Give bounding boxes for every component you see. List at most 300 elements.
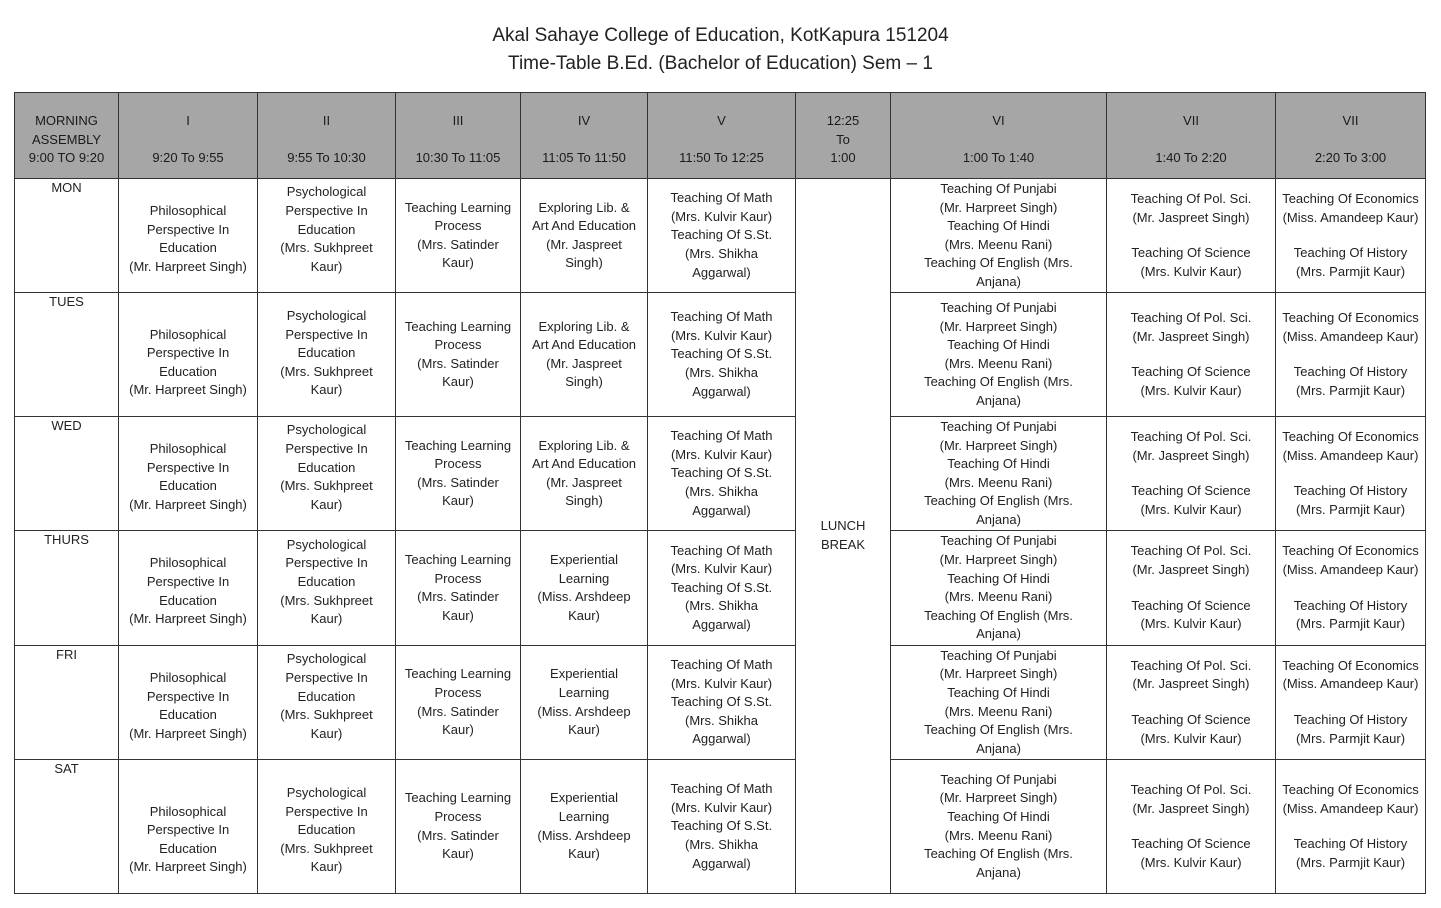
header-cell-period-3 [396,93,521,179]
subject-line: Teaching Of Pol. Sci. [1130,781,1252,797]
subject-line: (Mr. Jaspreet Singh) [1132,209,1250,225]
subject-line: (Mr. Harpreet Singh) [129,611,247,627]
subject-line: Teaching Learning [404,790,512,806]
subject-line: Teaching Of History [1293,597,1408,613]
subject-line: (Mr. Harpreet Singh) [939,199,1058,215]
subject-line: (Mr. Harpreet Singh) [939,318,1058,334]
subject-line: Education [159,478,217,494]
subject-line: Philosophical [149,326,227,342]
subject-line: Teaching Of Hindi [947,809,1050,825]
subject-line: (Miss. Amandeep Kaur) [1282,562,1419,578]
day-cell: TUES [15,293,119,417]
subject-line: (Mrs. Kulvir Kaur) [670,446,773,462]
subject-line: (Mrs. Parmjit Kaur) [1295,854,1406,870]
schedule-cell-period-2 [258,293,396,417]
subject-line: Teaching Of Punjabi [940,418,1057,434]
subject-line: Kaur) [310,382,343,398]
subject-line: Perspective In [146,345,230,361]
subject-line: (Miss. Amandeep Kaur) [1282,676,1419,692]
subject-line: (Mrs. Kulvir Kaur) [670,561,773,577]
period-time: 11:05 To 11:50 [542,150,626,166]
timetable [14,92,1426,894]
schedule-cell-period-8 [1276,760,1426,894]
subject-line: (Mrs. Parmjit Kaur) [1295,382,1406,398]
line-gap [1110,818,1272,835]
schedule-cell-period-5 [648,416,796,530]
line-gap [1279,580,1422,597]
subject-line: Aggarwal) [692,617,751,633]
line-gap [1110,346,1272,363]
subject-line: Teaching Learning [404,551,512,567]
period-time: 11:50 To 12:25 [679,150,764,166]
subject-line: Teaching Of Pol. Sci. [1130,429,1252,445]
subject-line: Singh) [565,255,603,271]
subject-line: Singh) [565,493,603,509]
subject-line: Teaching Of English (Mrs. [924,493,1073,509]
schedule-cell-period-3 [396,760,521,894]
schedule-cell-period-2 [258,416,396,530]
period-number: VII [1342,113,1359,128]
subject-line: (Mrs. Kulvir Kaur) [1140,382,1242,398]
timetable-body [15,179,1426,894]
page-title: Akal Sahaye College of Education, KotKapura 151204 [492,25,949,46]
subject-line: Teaching Of Science [1131,836,1251,852]
subject-line: Teaching Of Hindi [947,456,1050,472]
subject-line: Process [434,456,482,472]
subject-line: Teaching Of Hindi [947,570,1050,586]
subject-line: (Mrs. Sukhpreet [280,478,373,494]
period-number: V [717,113,726,128]
header-cell-period-1 [119,93,258,179]
subject-line: Teaching Of Hindi [947,337,1050,353]
schedule-cell-period-7 [1107,416,1276,530]
schedule-cell-period-6 [891,293,1107,417]
subject-line: (Mrs. Parmjit Kaur) [1295,730,1406,746]
subject-line: (Mrs. Kulvir Kaur) [670,675,773,691]
subject-line: Education [297,822,356,838]
subject-line: (Mr. Harpreet Singh) [939,437,1058,453]
schedule-cell-period-6 [891,179,1107,293]
subject-line: (Mrs. Meenu Rani) [944,355,1053,371]
subject-line: Aggarwal) [692,731,751,747]
schedule-cell-period-1 [119,760,258,894]
subject-line: Psychological [286,651,367,667]
header-cell-period-7 [1107,93,1276,179]
header-cell-lunch-time [796,93,891,179]
period-number: VII [1183,113,1199,128]
subject-line: Teaching Of History [1293,364,1408,380]
subject-line: Process [434,684,482,700]
line-gap [1279,694,1422,711]
subject-line: Education [159,707,217,723]
schedule-cell-period-3 [396,293,521,417]
subject-line: Aggarwal) [692,383,751,399]
subject-line: (Mr. Harpreet Singh) [939,551,1058,567]
schedule-cell-period-5 [648,293,796,417]
subject-line: (Mrs. Kulvir Kaur) [670,208,773,224]
subject-line: Philosophical [149,803,227,819]
schedule-cell-period-3 [396,531,521,645]
period-time: 10:30 To 11:05 [415,150,501,166]
subject-line: Kaur) [568,722,600,738]
line-gap [1279,227,1422,244]
schedule-cell-period-8 [1276,293,1426,417]
subject-line: (Mrs. Sukhpreet [280,707,373,723]
subject-line: (Mrs. Kulvir Kaur) [1140,616,1242,632]
table-row [15,293,1426,417]
table-row [15,416,1426,530]
subject-line: Perspective In [285,555,368,571]
subject-line: Education [159,363,217,379]
subject-line: (Mrs. Shikha [685,484,758,499]
header-cell-period-6 [891,93,1107,179]
table-row [15,531,1426,645]
lunch-break-label: BREAK [820,537,866,552]
subject-line: Art And Education [531,337,637,353]
subject-line: Perspective In [146,574,230,590]
schedule-cell-period-8 [1276,179,1426,293]
subject-line: Education [159,840,217,856]
subject-line: Perspective In [146,688,230,704]
subject-line: Psychological [286,536,367,552]
header-line: MORNING [35,113,98,128]
table-row [15,760,1426,894]
subject-line: Exploring Lib. & [538,318,630,334]
subject-line: (Mr. Harpreet Singh) [129,859,247,875]
line-gap [1279,818,1422,835]
schedule-cell-period-1 [119,645,258,759]
subject-line: (Mrs. Sukhpreet [280,592,373,608]
header-line: 12:25 [826,113,860,128]
header-cell-period-2 [258,93,396,179]
subject-line: Teaching Of English (Mrs. [924,846,1073,862]
subject-line: Anjana) [976,273,1021,289]
subject-line: (Mrs. Meenu Rani) [944,589,1053,605]
subject-line: Perspective In [285,326,368,342]
subject-line: Experiential [550,551,618,567]
day-cell: SAT [15,760,119,894]
subject-line: Teaching Of Math [670,190,773,206]
subject-line: Teaching Of Hindi [947,684,1050,700]
subject-line: (Miss. Amandeep Kaur) [1282,328,1419,344]
subject-line: Perspective In [285,669,368,685]
schedule-cell-period-1 [119,293,258,417]
subject-line: (Mr. Harpreet Singh) [129,725,247,741]
subject-line: Philosophical [149,669,227,685]
subject-line: Learning [558,570,610,586]
schedule-cell-period-4 [521,293,648,417]
period-number: VI [992,113,1005,128]
subject-line: (Mr. Jaspreet [546,236,622,252]
schedule-cell-period-5 [648,645,796,759]
schedule-cell-period-6 [891,531,1107,645]
subject-line: Teaching Of Math [670,428,773,444]
subject-line: (Mrs. Meenu Rani) [944,827,1053,843]
period-time: 1:40 To 2:20 [1155,150,1227,166]
subject-line: (Mrs. Kulvir Kaur) [1140,263,1242,279]
subject-line: Education [159,592,217,608]
day-cell: FRI [15,645,119,759]
header-cell-period-5 [648,93,796,179]
subject-line: Teaching Of History [1293,245,1408,261]
subject-line: (Mrs. Satinder [417,355,499,371]
subject-line: (Mrs. Kulvir Kaur) [1140,854,1242,870]
subject-line: (Mr. Harpreet Singh) [129,382,247,398]
subject-line: (Mrs. Parmjit Kaur) [1295,616,1406,632]
subject-line: Teaching Of Math [670,309,773,325]
subject-line: Exploring Lib. & [538,199,630,215]
subject-line: (Mrs. Parmjit Kaur) [1295,263,1406,279]
period-number: IV [577,113,591,128]
subject-line: Teaching Of Economics [1282,657,1419,673]
header-line: To [836,131,850,147]
subject-line: Teaching Of Math [670,657,773,673]
line-gap [1110,227,1272,244]
subject-line: Teaching Learning [404,437,512,453]
subject-line: Experiential [550,666,618,682]
schedule-cell-period-7 [1107,293,1276,417]
subject-line: Teaching Of Punjabi [940,299,1057,315]
subject-line: Perspective In [146,459,230,475]
subject-line: Teaching Of S.St. [670,227,773,243]
lunch-break-label: LUNCH [820,518,866,534]
subject-line: Education [297,459,356,475]
subject-line: (Mrs. Satinder [417,703,499,719]
subject-line: (Mrs. Kulvir Kaur) [1140,501,1242,517]
schedule-cell-period-7 [1107,645,1276,759]
subject-line: Anjana) [976,864,1021,880]
subject-line: Teaching Of Punjabi [940,533,1057,549]
schedule-cell-period-5 [648,760,796,894]
subject-line: Singh) [565,374,603,390]
subject-line: Anjana) [976,511,1021,527]
subject-line: Teaching Learning [404,666,512,682]
subject-line: (Miss. Amandeep Kaur) [1282,800,1419,816]
period-time: 9:20 To 9:55 [152,150,224,166]
header-line: ASSEMBLY [31,131,102,147]
subject-line: Anjana) [976,626,1021,642]
subject-line: Kaur) [310,611,343,627]
subject-line: Aggarwal) [692,855,751,871]
day-cell: THURS [15,531,119,645]
subject-line: (Mrs. Sukhpreet [280,363,373,379]
subject-line: Perspective In [285,803,368,819]
subject-line: Teaching Of English (Mrs. [924,607,1073,623]
subject-line: Teaching Of Pol. Sci. [1130,543,1252,559]
subject-line: (Mr. Jaspreet Singh) [1132,328,1250,344]
subject-line: (Mr. Jaspreet Singh) [1132,562,1250,578]
lunch-break-cell [796,179,891,894]
subject-line: Teaching Of Math [670,542,773,558]
table-row [15,179,1426,293]
subject-line: Process [434,570,482,586]
header-line: 1:00 [830,150,856,166]
schedule-cell-period-4 [521,416,648,530]
subject-line: Kaur) [310,859,343,875]
subject-line: (Mrs. Sukhpreet [280,240,373,256]
subject-line: Teaching Learning [404,318,512,334]
subject-line: (Mr. Harpreet Singh) [939,666,1058,682]
subject-line: (Mrs. Satinder [417,236,499,252]
schedule-cell-period-6 [891,416,1107,530]
schedule-cell-period-3 [396,179,521,293]
header-cell-assembly [15,93,119,179]
subject-line: Anjana) [976,392,1021,408]
subject-line: Teaching Of Math [670,781,773,797]
subject-line: (Miss. Arshdeep [537,827,631,843]
subject-line: (Mrs. Parmjit Kaur) [1295,501,1406,517]
subject-line: (Mr. Jaspreet [546,474,622,490]
schedule-cell-period-3 [396,416,521,530]
subject-line: Teaching Of S.St. [670,694,773,710]
subject-line: (Mrs. Satinder [417,827,499,843]
subject-line: (Mr. Harpreet Singh) [939,790,1058,806]
subject-line: Education [159,240,217,256]
subject-line: Teaching Of History [1293,836,1408,852]
page-subtitle: Time-Table B.Ed. (Bachelor of Education) Sem – 1 [508,53,933,74]
subject-line: Kaur) [442,722,474,738]
subject-line: (Mrs. Kulvir Kaur) [670,799,773,815]
subject-line: Experiential [550,790,618,806]
subject-line: Teaching Of Science [1131,245,1251,261]
subject-line: Teaching Learning [404,199,512,215]
subject-line: Philosophical [149,203,227,219]
schedule-cell-period-4 [521,179,648,293]
schedule-cell-period-5 [648,531,796,645]
subject-line: Art And Education [531,456,637,472]
subject-line: Teaching Of S.St. [670,346,773,362]
subject-line: Perspective In [146,221,230,237]
schedule-cell-period-7 [1107,760,1276,894]
subject-line: Process [434,809,482,825]
subject-line: Psychological [286,785,367,801]
schedule-cell-period-4 [521,531,648,645]
subject-line: Teaching Of Punjabi [940,647,1057,663]
line-gap [1110,465,1272,482]
subject-line: Education [297,221,356,237]
subject-line: (Miss. Arshdeep [537,703,631,719]
subject-line: Teaching Of Pol. Sci. [1130,191,1252,207]
schedule-cell-period-7 [1107,179,1276,293]
subject-line: Teaching Of Pol. Sci. [1130,310,1252,326]
subject-line: (Mrs. Satinder [417,589,499,605]
subject-line: Psychological [286,422,367,438]
subject-line: (Mrs. Satinder [417,474,499,490]
subject-line: Kaur) [442,846,474,862]
subject-line: Perspective In [285,441,368,457]
subject-line: Psychological [286,184,367,200]
line-gap [1279,346,1422,363]
subject-line: Teaching Of Economics [1282,310,1419,326]
line-gap [1110,694,1272,711]
subject-line: Kaur) [568,846,600,862]
subject-line: Exploring Lib. & [538,437,630,453]
subject-line: Aggarwal) [692,502,751,518]
subject-line: (Mrs. Shikha [685,365,758,380]
schedule-cell-period-4 [521,760,648,894]
subject-line: Teaching Of Science [1131,483,1251,499]
subject-line: Kaur) [310,258,343,274]
subject-line: Teaching Of History [1293,712,1408,728]
subject-line: Teaching Of Pol. Sci. [1130,657,1252,673]
subject-line: (Mrs. Kulvir Kaur) [670,327,773,343]
subject-line: Teaching Of Science [1131,364,1251,380]
subject-line: Learning [558,684,610,700]
subject-line: (Miss. Amandeep Kaur) [1282,447,1419,463]
subject-line: Teaching Of English (Mrs. [924,374,1073,390]
subject-line: Learning [558,809,610,825]
subject-line: Education [297,574,356,590]
subject-line: (Mrs. Sukhpreet [280,840,373,856]
header-line: 9:00 TO 9:20 [28,150,105,166]
subject-line: Education [297,688,356,704]
subject-line: Kaur) [310,496,343,512]
subject-line: Art And Education [531,218,637,234]
line-gap [1279,465,1422,482]
subject-line: Philosophical [149,555,227,571]
subject-line: Psychological [286,308,367,324]
subject-line: Process [434,337,482,353]
subject-line: (Mr. Jaspreet Singh) [1132,447,1250,463]
subject-line: Teaching Of Science [1131,597,1251,613]
subject-line: Teaching Of Economics [1282,191,1419,207]
schedule-cell-period-8 [1276,416,1426,530]
subject-line: Kaur) [442,493,474,509]
schedule-cell-period-3 [396,645,521,759]
schedule-cell-period-8 [1276,645,1426,759]
subject-line: Teaching Of Economics [1282,781,1419,797]
header-row [15,93,1426,179]
schedule-cell-period-2 [258,531,396,645]
subject-line: Teaching Of Hindi [947,218,1050,234]
subject-line: Kaur) [442,255,474,271]
day-cell: WED [15,416,119,530]
line-gap [1110,580,1272,597]
schedule-cell-period-2 [258,179,396,293]
subject-line: Perspective In [146,822,230,838]
subject-line: (Mrs. Shikha [685,836,758,852]
subject-line: Philosophical [149,441,227,457]
subject-line: (Mr. Jaspreet Singh) [1132,800,1250,816]
schedule-cell-period-7 [1107,531,1276,645]
subject-line: (Mrs. Shikha [685,246,758,262]
schedule-cell-period-4 [521,645,648,759]
subject-line: Process [434,218,482,234]
subject-line: (Mrs. Shikha [685,712,758,728]
subject-line: Teaching Of Economics [1282,429,1419,445]
subject-line: Education [297,345,356,361]
subject-line: Teaching Of Punjabi [940,180,1057,196]
subject-line: (Mr. Jaspreet [546,355,622,371]
timetable-header [15,93,1426,179]
schedule-cell-period-1 [119,531,258,645]
subject-line: Teaching Of History [1293,483,1408,499]
subject-line: (Mr. Harpreet Singh) [129,496,247,512]
subject-line: Teaching Of Science [1131,712,1251,728]
subject-line: Teaching Of English (Mrs. [924,255,1073,271]
period-number: I [186,113,190,128]
schedule-cell-period-2 [258,760,396,894]
header-cell-period-4 [521,93,648,179]
subject-line: Teaching Of Economics [1282,543,1419,559]
period-number: II [322,113,331,128]
schedule-cell-period-6 [891,760,1107,894]
table-row [15,645,1426,759]
subject-line: Teaching Of S.St. [670,818,773,834]
schedule-cell-period-6 [891,645,1107,759]
subject-line: Teaching Of S.St. [670,465,773,481]
subject-line: Kaur) [442,607,474,623]
